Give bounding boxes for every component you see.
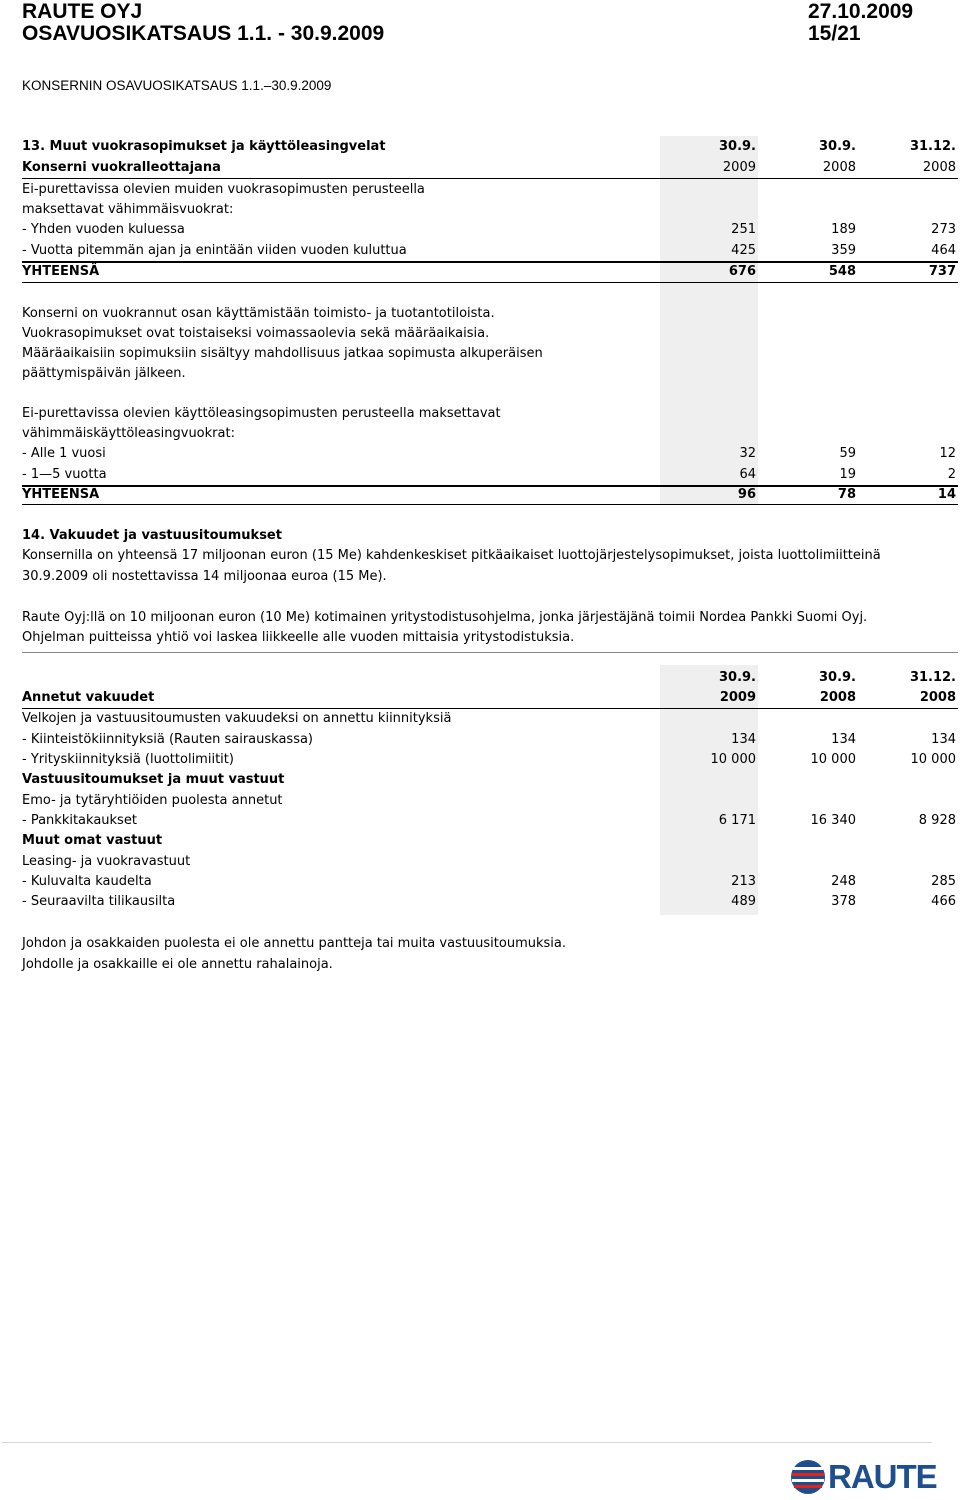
- report-subtitle: KONSERNIN OSAVUOSIKATSAUS 1.1.–30.9.2009: [22, 78, 332, 93]
- table-cell: 466: [931, 894, 956, 909]
- total-cell: 548: [828, 264, 856, 279]
- col-header-top: 30.9.: [718, 670, 756, 685]
- table-cell: 8 928: [918, 813, 956, 828]
- table-row-label: - Yhden vuoden kuluessa: [22, 222, 185, 237]
- col-header-year: 2009: [722, 160, 756, 175]
- paragraph: 30.9.2009 oli nostettavissa 14 miljoonaa euroa (15 Me).: [22, 569, 387, 584]
- col-header-year: 2009: [719, 690, 756, 705]
- paragraph: Konsernilla on yhteensä 17 miljoonan euron (15 Me) kahdenkeskiset pitkäaikaiset luottojärjestelysopimukset, joista luottolimiitteinä: [22, 548, 881, 563]
- table-cell: 10 000: [710, 752, 756, 767]
- paragraph: Raute Oyj:llä on 10 miljoonan euron (10 Me) kotimainen yritystodistusohjelma, jonka järjestäjänä toimii Nordea Pankki Suomi Oyj.: [22, 610, 868, 625]
- table-row-label: - Kiinteistökiinnityksiä (Rauten sairauskassa): [22, 732, 314, 747]
- total-cell: 78: [837, 487, 856, 502]
- table-row-label: - 1—5 vuotta: [22, 467, 107, 482]
- table-row-label: - Seuraavilta tilikausilta: [22, 894, 176, 909]
- table-cell: 19: [839, 467, 856, 482]
- total-cell: 737: [928, 264, 956, 279]
- report-title: OSAVUOSIKATSAUS 1.1. - 30.9.2009: [22, 22, 385, 45]
- table-cell: 6 171: [718, 813, 756, 828]
- table-row-label: Emo- ja tytäryhtiöiden puolesta annetut: [22, 793, 283, 808]
- table-cell: 2: [947, 467, 956, 482]
- table-cell: 248: [831, 874, 856, 889]
- table-cell: 59: [839, 446, 856, 461]
- table-cell: 285: [931, 874, 956, 889]
- section-13-subtitle: Konserni vuokralleottajana: [22, 160, 221, 175]
- total-label: YHTEENSÄ: [22, 487, 100, 502]
- paragraph: Ohjelman puitteissa yhtiö voi laskea liikkeelle alle vuoden mittaisia yritystodistuksia.: [22, 630, 575, 645]
- col-header-top: 31.12.: [909, 670, 956, 685]
- table-row-label: Velkojen ja vastuusitoumusten vakuudeksi on annettu kiinnityksiä: [22, 711, 452, 726]
- total-cell: 676: [728, 264, 756, 279]
- table-cell: 134: [831, 732, 856, 747]
- table-cell: 425: [731, 243, 756, 258]
- table-row-label: Leasing- ja vuokravastuut: [22, 854, 191, 869]
- total-label: YHTEENSÄ: [22, 264, 100, 279]
- col-header-year: 2008: [822, 160, 856, 175]
- table-cell: 213: [731, 874, 756, 889]
- page-footer-rule: [2, 1442, 932, 1443]
- table-cell: 378: [831, 894, 856, 909]
- table-cell: 16 340: [810, 813, 856, 828]
- col-header-year: 2008: [922, 160, 956, 175]
- section-13-title: 13. Muut vuokrasopimukset ja käyttöleasingvelat: [22, 139, 386, 154]
- table-group-heading: Vastuusitoumukset ja muut vastuut: [22, 772, 285, 787]
- col-header-year: 2008: [919, 690, 956, 705]
- section-14-title: 14. Vakuudet ja vastuusitoumukset: [22, 528, 282, 543]
- table-row-label: - Vuotta pitemmän ajan ja enintään viiden vuoden kuluttua: [22, 243, 407, 258]
- table-cell: 134: [931, 732, 956, 747]
- footer-note: Johdon ja osakkaiden puolesta ei ole annettu pantteja tai muita vastuusitoumuksia.: [22, 936, 566, 951]
- table-row-label: - Pankkitakaukset: [22, 813, 137, 828]
- table-cell: 489: [731, 894, 756, 909]
- divider: [22, 652, 958, 653]
- note-text: Määräaikaisiin sopimuksiin sisältyy mahdollisuus jatkaa sopimusta alkuperäisen: [22, 346, 543, 361]
- lease-intro: vähimmäiskäyttöleasingvuokrat:: [22, 426, 235, 441]
- report-date: 27.10.2009: [808, 0, 914, 23]
- divider: [22, 708, 958, 709]
- table-cell: 134: [731, 732, 756, 747]
- total-cell: 96: [737, 487, 756, 502]
- divider: [22, 178, 958, 179]
- table-cell: 189: [831, 222, 856, 237]
- table-cell: 32: [739, 446, 756, 461]
- table-group-heading: Muut omat vastuut: [22, 833, 163, 848]
- intro-text: Ei-purettavissa olevien muiden vuokrasopimusten perusteella: [22, 182, 425, 197]
- table-cell: 10 000: [810, 752, 856, 767]
- raute-logo: [788, 1458, 938, 1496]
- divider: [22, 282, 958, 283]
- page-number: 15/21: [808, 22, 861, 45]
- table-cell: 359: [831, 243, 856, 258]
- note-text: Vuokrasopimukset ovat toistaiseksi voimassaolevia sekä määräaikaisia.: [22, 326, 490, 341]
- logo-wordmark: RAUTE: [828, 1458, 937, 1495]
- table-row-label: - Alle 1 vuosi: [22, 446, 106, 461]
- lease-intro: Ei-purettavissa olevien käyttöleasingsopimusten perusteella maksettavat: [22, 406, 501, 421]
- note-text: Konserni on vuokrannut osan käyttämistään toimisto- ja tuotantotiloista.: [22, 306, 495, 321]
- table-row-label: - Kuluvalta kaudelta: [22, 874, 152, 889]
- company-name: RAUTE OYJ: [22, 0, 143, 23]
- table-cell: 464: [931, 243, 956, 258]
- col-header-year: 2008: [819, 690, 856, 705]
- table-title: Annetut vakuudet: [22, 690, 155, 705]
- divider: [22, 504, 958, 505]
- total-cell: 14: [937, 487, 956, 502]
- intro-text: maksettavat vähimmäisvuokrat:: [22, 202, 234, 217]
- col-header-top: 30.9.: [718, 139, 756, 154]
- table-cell: 10 000: [910, 752, 956, 767]
- footer-note: Johdolle ja osakkaille ei ole annettu rahalainoja.: [22, 957, 333, 972]
- note-text: päättymispäivän jälkeen.: [22, 366, 186, 381]
- table-cell: 64: [739, 467, 756, 482]
- col-header-top: 31.12.: [909, 139, 956, 154]
- table-cell: 251: [731, 222, 756, 237]
- col-header-top: 30.9.: [818, 670, 856, 685]
- total-divider: [22, 261, 958, 263]
- table-row-label: - Yrityskiinnityksiä (luottolimiitit): [22, 752, 234, 767]
- table-cell: 273: [931, 222, 956, 237]
- col-header-top: 30.9.: [818, 139, 856, 154]
- table-cell: 12: [939, 446, 956, 461]
